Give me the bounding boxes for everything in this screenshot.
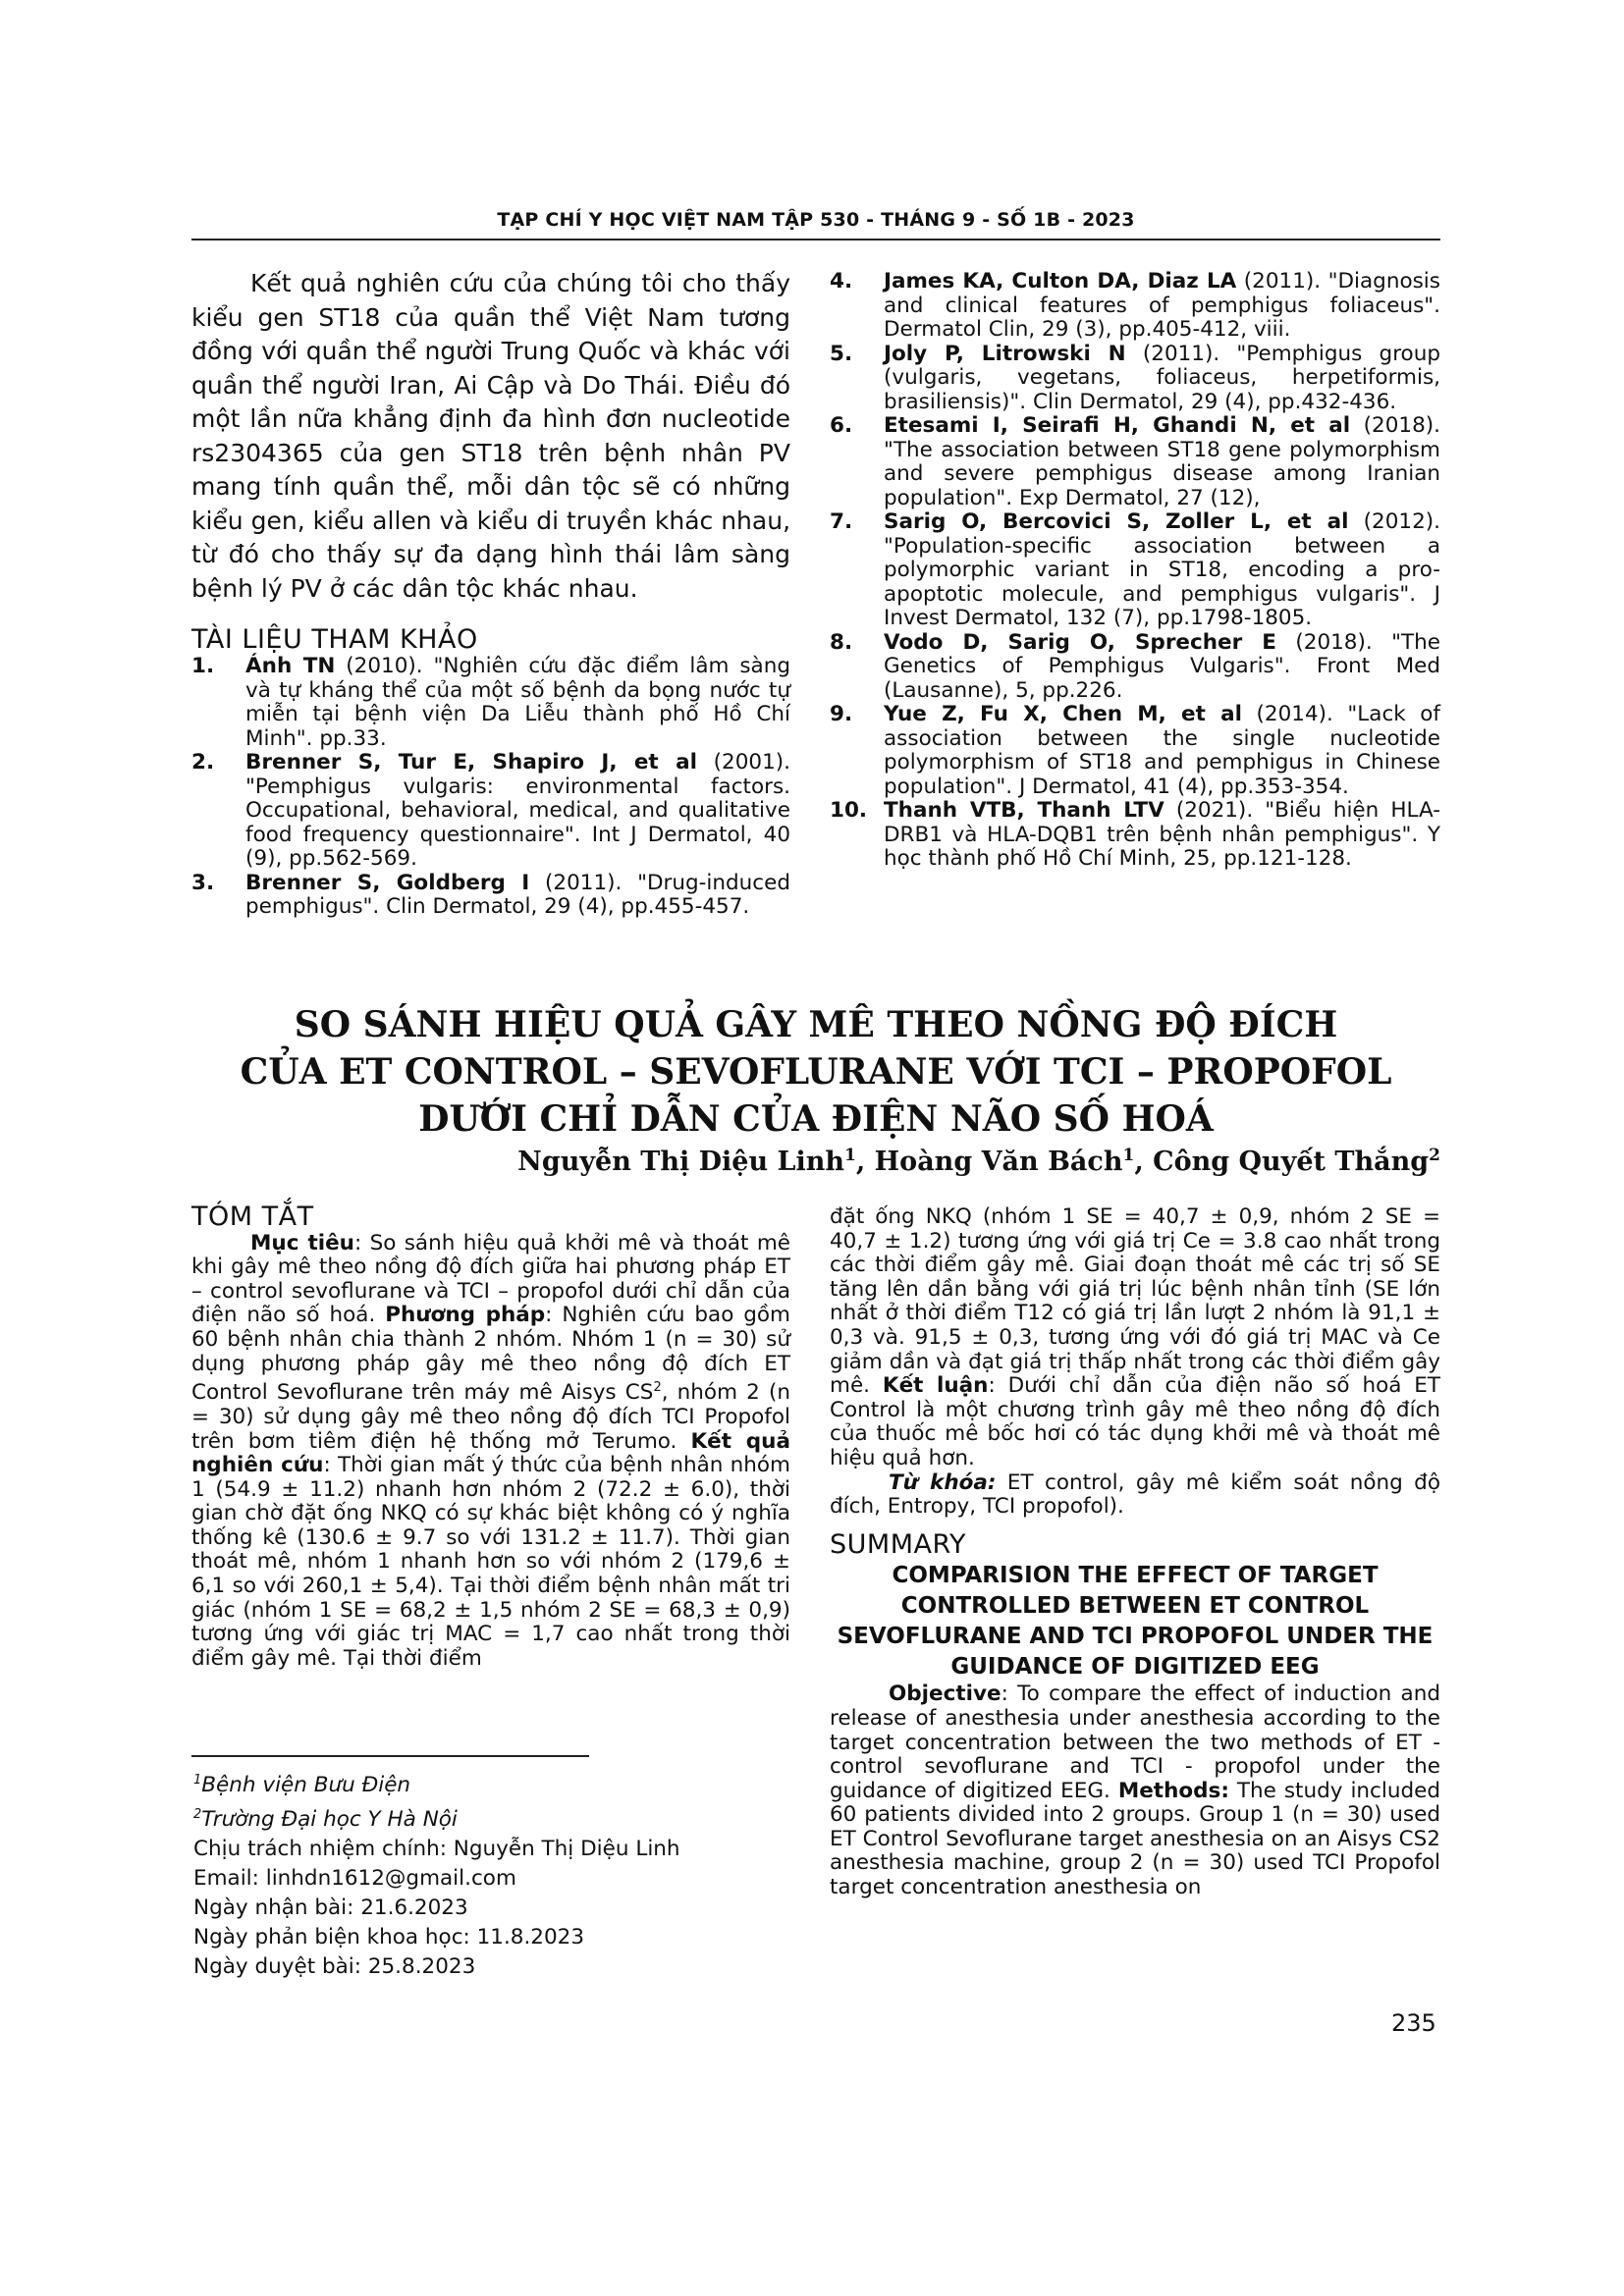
methods-label: Phương pháp xyxy=(385,1303,546,1328)
affiliation-2 xyxy=(193,1800,783,1835)
upper-left-column xyxy=(191,267,790,920)
reference-text: (2012). "Population-specific association between a polymorphic variant in ST18, encoding a pro-apoptotic molecule, and pemphigus vulgaris". J Invest Dermatol, 132 (7), pp.1798-1805. xyxy=(884,509,1440,630)
results-text: : Thời gian mất ý thức của bệnh nhân nhóm 1 (54.9 ± 11.2) nhanh hơn nhóm 2 (72.2 ± 6.0), thời gian chờ đặt ống NKQ có sự khác biệt không có ý nghĩa thống kê (130.6 ± 9.7 so với 131.2 ± 11.7). Thời gian thoát mê, nhóm 1 nhanh hơn so với nhóm 2 (179,6 ± 6,1 so với 260,1 ± 5,4). Tại thời điểm bệnh nhân mất tri giác (nhóm 1 SE = 68,2 ± 1,5 nhóm 2 SE = 68,3 ± 0,9) tương ứng với giác trị MAC = 1,7 cao nhất trong thời điểm gây mê. Tại thời điểm xyxy=(191,1453,790,1671)
affiliation-text: Trường Đại học Y Hà Nội xyxy=(201,1807,458,1833)
author-separator: , xyxy=(855,1147,875,1177)
reference-item xyxy=(191,872,790,920)
article-title-line: DƯỚI CHỈ DẪN CỦA ĐIỆN NÃO SỐ HOÁ xyxy=(418,1098,1214,1140)
header-rule xyxy=(191,239,1440,240)
keywords-text: ET control, gây mê kiểm soát nồng độ đích, Entropy, TCI propofol). xyxy=(830,1469,1440,1520)
reference-text: (2018). "The Genetics of Pemphigus Vulgaris". Front Med (Lausanne), 5, pp.226. xyxy=(884,629,1440,703)
email: Email: linhdn1612@gmail.com xyxy=(193,1866,516,1892)
methods-text-cont: , nhóm 2 (n = 30) sử dụng gây mê theo nồng độ đích TCI Propofol trên bơm tiêm điện hệ thống mở Terumo. xyxy=(191,1380,790,1454)
reference-number: 3. xyxy=(191,870,215,895)
summary-en-body xyxy=(830,1682,1440,1899)
reference-number: 4. xyxy=(830,269,853,294)
reference-item xyxy=(191,751,790,872)
affiliation-text: Bệnh viện Bưu Điện xyxy=(201,1773,411,1798)
reference-number: 9. xyxy=(830,702,853,726)
references-heading: TÀI LIỆU THAM KHẢO xyxy=(191,624,478,655)
reference-item xyxy=(830,414,1440,510)
references-list-left xyxy=(191,655,790,920)
reference-text: (2018). "The association between ST18 gene polymorphism and severe pemphigus disease among Iranian population". Exp Dermatol, 27 (12), xyxy=(884,413,1440,510)
en-methods-text: The study included 60 patients divided into 2 groups. Group 1 (n = 30) used ET Control Sevoflurane target anesthesia on an Aisys CS2 anesthesia machine, group 2 (n = 30) used TCI Propofol target concentration anesthesia on xyxy=(830,1778,1440,1900)
en-objective-text: : To compare the effect of induction and release of anesthesia under anesthesia according to the target concentration between the two methods of ET - control sevoflurane and TCI - propofol under the guidance of digitized EEG. xyxy=(830,1682,1440,1803)
reference-number: 7. xyxy=(830,509,853,534)
reference-number: 5. xyxy=(830,341,853,366)
reference-item xyxy=(830,510,1440,631)
summary-vi-continued xyxy=(830,1205,1440,1471)
reference-item xyxy=(830,343,1440,415)
page-number: 235 xyxy=(1391,2009,1436,2037)
reference-item xyxy=(830,631,1440,704)
en-objective-label: Objective xyxy=(889,1682,1001,1707)
reference-text: (2001). "Pemphigus vulgaris: environmental factors. Occupational, behavioral, medical, and qualitative food frequency questionnaire". Int J Dermatol, 40 (9), pp.562-569. xyxy=(245,750,790,871)
reference-authors: Brenner S, Goldberg I xyxy=(245,870,530,895)
reference-item xyxy=(830,703,1440,799)
summary-right-column xyxy=(830,1205,1440,1900)
objective-label: Mục tiêu xyxy=(250,1230,354,1255)
footnote-marker: 1 xyxy=(193,1773,202,1788)
reference-number: 2. xyxy=(191,750,215,774)
reference-text: (2010). "Nghiên cứu đặc điểm lâm sàng và tự kháng thể của một số bệnh da bọng nước tự miễn tại bệnh viện Da Liễu thành phố Hồ Chí Minh". pp.33. xyxy=(245,654,790,751)
results-label: Kết quả nghiên cứu xyxy=(191,1428,790,1478)
reference-authors: Brenner S, Tur E, Shapiro J, et al xyxy=(245,750,697,774)
reference-item xyxy=(191,655,790,751)
reference-authors: Yue Z, Fu X, Chen M, et al xyxy=(884,702,1242,726)
running-header: TẠP CHÍ Y HỌC VIỆT NAM TẬP 530 - THÁNG 9 - SỐ 1B - 2023 xyxy=(497,209,1135,231)
reference-item xyxy=(830,270,1440,343)
keywords-label: Từ khóa: xyxy=(889,1469,997,1495)
footnotes xyxy=(193,1766,783,1982)
footnote-marker: 2 xyxy=(193,1807,202,1823)
date-accepted: Ngày duyệt bài: 25.8.2023 xyxy=(193,1954,476,1980)
summary-en-heading: SUMMARY xyxy=(830,1528,966,1560)
reference-authors: Ánh TN xyxy=(245,654,336,678)
summary-vi-heading: TÓM TẮT xyxy=(191,1201,314,1232)
methods-superscript: 2 xyxy=(653,1380,662,1396)
reference-number: 6. xyxy=(830,413,853,438)
upper-right-column xyxy=(830,270,1440,872)
affiliation-marker: 1 xyxy=(844,1146,856,1165)
reference-text: (2011). "Drug-induced pemphigus". Clin Dermatol, 29 (4), pp.455-457. xyxy=(245,870,790,919)
article-title xyxy=(191,1001,1440,1143)
reference-text: (2014). "Lack of association between the single nucleotide polymorphism of ST18 and pemphigus in Chinese population". J Dermatol, 41 (4), pp.353-354. xyxy=(884,702,1440,799)
conclusion-text: : Dưới chỉ dẫn của điện não số hoá ET Control là một chương trình gây mê theo nồng độ đích của thuốc mê bốc hơi có tác dụng khởi mê và thoát mê hiệu quả hơn. xyxy=(830,1373,1441,1470)
keywords xyxy=(830,1471,1440,1520)
conclusion-label: Kết luận xyxy=(882,1373,989,1399)
reference-number: 8. xyxy=(830,629,853,655)
summary-vi-body xyxy=(191,1232,790,1672)
footnote-rule xyxy=(191,1755,589,1757)
author-name: Công Quyết Thắng xyxy=(1153,1147,1430,1177)
summary-en-title: COMPARISION THE EFFECT OF TARGET CONTROLLED BETWEEN ET CONTROL SEVOFLURANE AND TCI PROPOFOL UNDER THE GUIDANCE OF DIGITIZED EEG xyxy=(837,1563,1434,1681)
affiliation-marker: 2 xyxy=(1429,1146,1440,1165)
intro-paragraph: Kết quả nghiên cứu của chúng tôi cho thấy kiểu gen ST18 của quần thể Việt Nam tương đồng với quần thể người Trung Quốc và khác với quần thể người Iran, Ai Cập và Do Thái. Điều đó một lần nữa khẳng định đa hình đơn nucleotide rs2304365 của gen ST18 trên bệnh nhân PV mang tính quần thể, mỗi dân tộc sẽ có những kiểu gen, kiểu allen và kiểu di truyền khác nhau, từ đó cho thấy sự đa dạng hình thái lâm sàng bệnh lý PV ở các dân tộc khác nhau. xyxy=(191,269,791,603)
reference-text: (2011). "Diagnosis and clinical features of pemphigus foliaceus". Dermatol Clin, 29 (3), pp.405-412, viii. xyxy=(884,269,1440,342)
reference-authors: Thanh VTB, Thanh LTV xyxy=(884,798,1164,823)
objective-text: : So sánh hiệu quả khởi mê và thoát mê khi gây mê theo nồng độ đích giữa hai phương pháp ET – control sevoflurane và TCI – propofol dưới chỉ dẫn của điện não số hoá. xyxy=(191,1230,790,1328)
results-text-cont: đặt ống NKQ (nhóm 1 SE = 40,7 ± 0,9, nhóm 2 SE = 40,7 ± 1.2) tương ứng với giá trị Ce = 3.8 cao nhất trong các thời điểm gây mê. Giai đoạn thoát mê các trị số SE tăng lên dần bằng với giá trị lúc bệnh nhân tỉnh (SE lớn nhất ở thời điểm T12 có giá trị lần lượt 2 nhóm là 91,1 ± 0,3 và. 91,5 ± 0,3, tương ứng với đó giá trị MAC và Ce giảm dần và đạt giá trị thấp nhất trong các thời điểm gây mê. xyxy=(830,1204,1440,1399)
reference-authors: James KA, Culton DA, Diaz LA xyxy=(884,269,1237,294)
author-list xyxy=(191,1146,1440,1177)
author-separator: , xyxy=(1134,1147,1154,1177)
reference-authors: Sarig O, Bercovici S, Zoller L, et al xyxy=(884,509,1349,534)
author-name: Nguyễn Thị Diệu Linh xyxy=(517,1147,845,1177)
reference-authors: Vodo D, Sarig O, Sprecher E xyxy=(884,629,1276,655)
reference-text: (2021). "Biểu hiện HLA-DRB1 và HLA-DQB1 trên bệnh nhân pemphigus". Y học thành phố Hồ Chí Minh, 25, pp.121-128. xyxy=(884,798,1440,871)
corresponding-author: Chịu trách nhiệm chính: Nguyễn Thị Diệu Linh xyxy=(193,1837,680,1862)
date-reviewed: Ngày phản biện khoa học: 11.8.2023 xyxy=(193,1925,585,1950)
references-list-right xyxy=(830,270,1440,872)
article-title-line: SO SÁNH HIỆU QUẢ GÂY MÊ THEO NỒNG ĐỘ ĐÍCH xyxy=(294,1004,1338,1045)
en-methods-label: Methods: xyxy=(1117,1778,1229,1803)
reference-authors: Joly P, Litrowski N xyxy=(884,341,1126,366)
reference-number: 1. xyxy=(191,654,215,678)
reference-text: (2011). "Pemphigus group (vulgaris, vegetans, foliaceus, herpetiformis, brasiliensis)". Clin Dermatol, 29 (4), pp.432-436. xyxy=(884,341,1440,414)
methods-text: : Nghiên cứu bao gồm 60 bệnh nhân chia thành 2 nhóm. Nhóm 1 (n = 30) sử dụng phương pháp gây mê theo nồng độ đích ET Control Sevoflurane trên máy mê Aisys CS xyxy=(191,1303,790,1406)
reference-authors: Etesami I, Seirafi H, Ghandi N, et al xyxy=(884,413,1351,438)
affiliation-marker: 1 xyxy=(1122,1146,1135,1165)
summary-vi-column xyxy=(191,1201,790,1671)
date-received: Ngày nhận bài: 21.6.2023 xyxy=(193,1896,468,1921)
author-name: Hoàng Văn Bách xyxy=(874,1147,1123,1177)
affiliation-1 xyxy=(193,1766,783,1800)
reference-number: 10. xyxy=(830,798,868,823)
article-title-line: CỦA ET CONTROL – SEVOFLURANE VỚI TCI – PROPOFOL xyxy=(240,1051,1392,1093)
reference-item xyxy=(830,799,1440,872)
